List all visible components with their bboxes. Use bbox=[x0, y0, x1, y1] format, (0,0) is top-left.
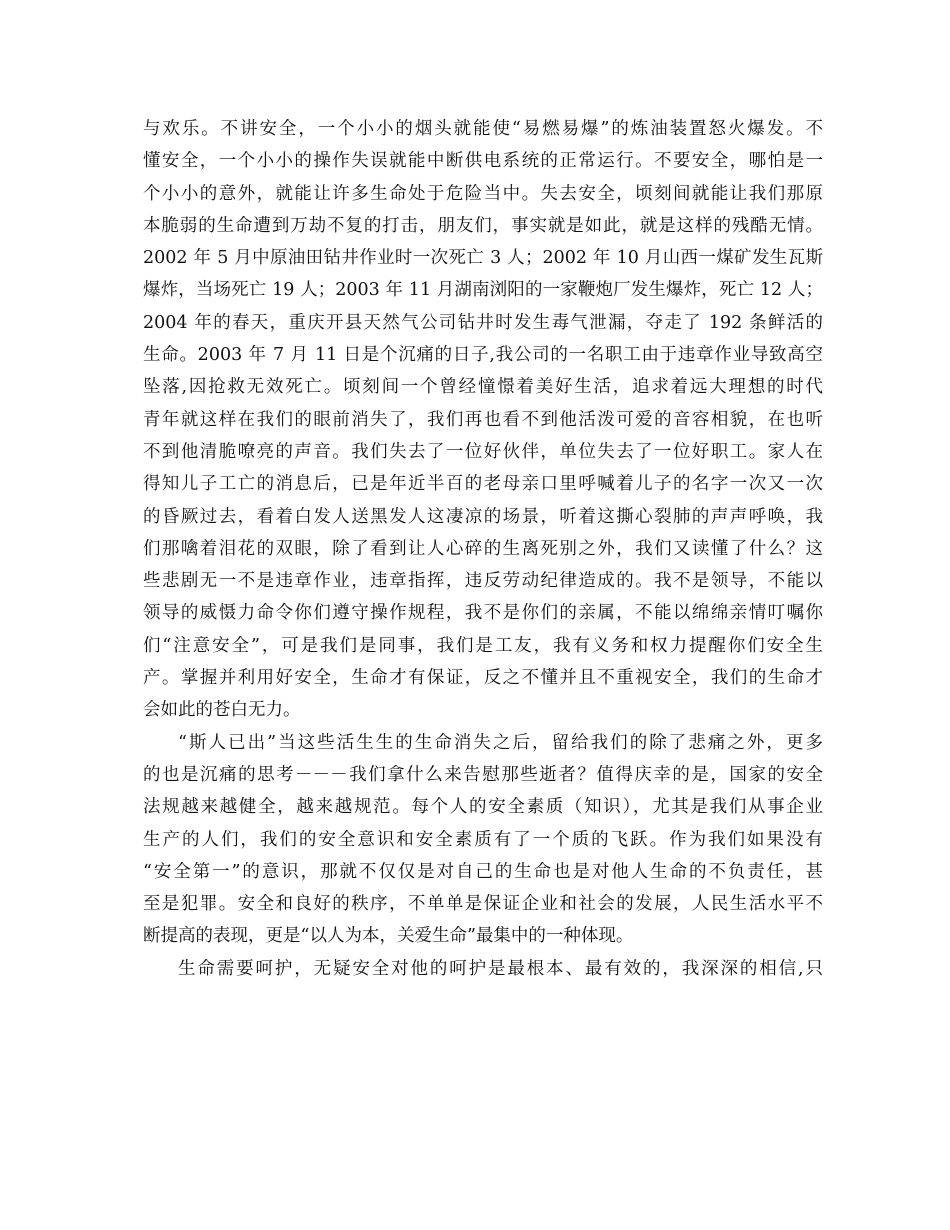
text-line: 们那噙着泪花的双眼，除了看到让人心碎的生离死别之外，我们又读懂了什么？这 bbox=[143, 538, 823, 559]
text-line: 得知儿子工亡的消息后，已是年近半百的老母亲口里呼喊着儿子的名字一次又一次 bbox=[143, 474, 823, 495]
text-line: 生命需要呵护，无疑安全对他的呵护是最根本、最有效的，我深深的相信,只 bbox=[178, 958, 823, 979]
text-line: 产。掌握并利用好安全，生命才有保证，反之不懂并且不重视安全，我们的生命才 bbox=[143, 668, 823, 689]
text-line: 懂安全，一个小小的操作失误就能中断供电系统的正常运行。不要安全，哪怕是一 bbox=[143, 151, 823, 172]
text-line: 的也是沉痛的思考－－－我们拿什么来告慰那些逝者？值得庆幸的是，国家的安全 bbox=[143, 764, 823, 785]
text-line: 领导的威慑力命令你们遵守操作规程，我不是你们的亲属，不能以绵绵亲情叮嘱你 bbox=[143, 603, 823, 624]
text-line: 生产的人们，我们的安全意识和安全素质有了一个质的飞跃。作为我们如果没有 bbox=[143, 829, 823, 850]
text-line: 青年就这样在我们的眼前消失了，我们再也看不到他活泼可爱的音容相貌，在也听 bbox=[143, 409, 823, 430]
text-line: 与欢乐。不讲安全，一个小小的烟头就能使“易燃易爆”的炼油装置怒火爆发。不 bbox=[143, 119, 823, 139]
paragraph bbox=[143, 953, 823, 985]
text-line: “安全第一”的意识，那就不仅仅是对自己的生命也是对他人生命的不负责任，甚 bbox=[143, 861, 823, 882]
body-text bbox=[143, 113, 823, 985]
text-line: 坠落,因抢救无效死亡。顷刻间一个曾经憧憬着美好生活，追求着远大理想的时代 bbox=[143, 377, 823, 398]
text-line: 个小小的意外，就能让许多生命处于危险当中。失去安全，顷刻间就能让我们那原 bbox=[143, 183, 823, 204]
text-line: “斯人已出”当这些活生生的生命消失之后，留给我们的除了悲痛之外，更多 bbox=[178, 732, 823, 753]
text-line: 们“注意安全”，可是我们是同事，我们是工友，我有义务和权力提醒你们安全生 bbox=[143, 635, 823, 656]
text-line: 的昏厥过去，看着白发人送黑发人这凄凉的场景，听着这撕心裂肺的声声呼唤，我 bbox=[143, 506, 823, 527]
paragraph bbox=[143, 113, 823, 727]
text-line: 生命。2003 年 7 月 11 日是个沉痛的日子,我公司的一名职工由于违章作业导致高空 bbox=[143, 345, 823, 366]
text-line: 会如此的苍白无力。 bbox=[143, 700, 301, 721]
text-line: 至是犯罪。安全和良好的秩序，不单单是保证企业和社会的发展，人民生活水平不 bbox=[143, 894, 823, 915]
paragraph bbox=[143, 727, 823, 953]
text-line: 些悲剧无一不是违章作业，违章指挥，违反劳动纪律造成的。我不是领导，不能以 bbox=[143, 571, 823, 592]
text-line: 2004 年的春天，重庆开县天然气公司钻井时发生毒气泄漏，夺走了 192 条鲜活的 bbox=[143, 312, 823, 333]
text-line: 不到他清脆嘹亮的声音。我们失去了一位好伙伴，单位失去了一位好职工。家人在 bbox=[143, 441, 823, 462]
text-line: 爆炸，当场死亡 19 人；2003 年 11 月湖南浏阳的一家鞭炮厂发生爆炸，死亡 12 人； bbox=[143, 280, 823, 301]
text-line: 断提高的表现，更是“以人为本，关爱生命”最集中的一种体现。 bbox=[143, 926, 634, 947]
text-line: 2002 年 5 月中原油田钻井作业时一次死亡 3 人；2002 年 10 月山西一煤矿发生瓦斯 bbox=[143, 248, 823, 269]
text-line: 本脆弱的生命遭到万劫不复的打击，朋友们，事实就是如此，就是这样的残酷无情。 bbox=[143, 215, 823, 236]
text-line: 法规越来越健全，越来越规范。每个人的安全素质（知识），尤其是我们从事企业 bbox=[143, 797, 823, 818]
